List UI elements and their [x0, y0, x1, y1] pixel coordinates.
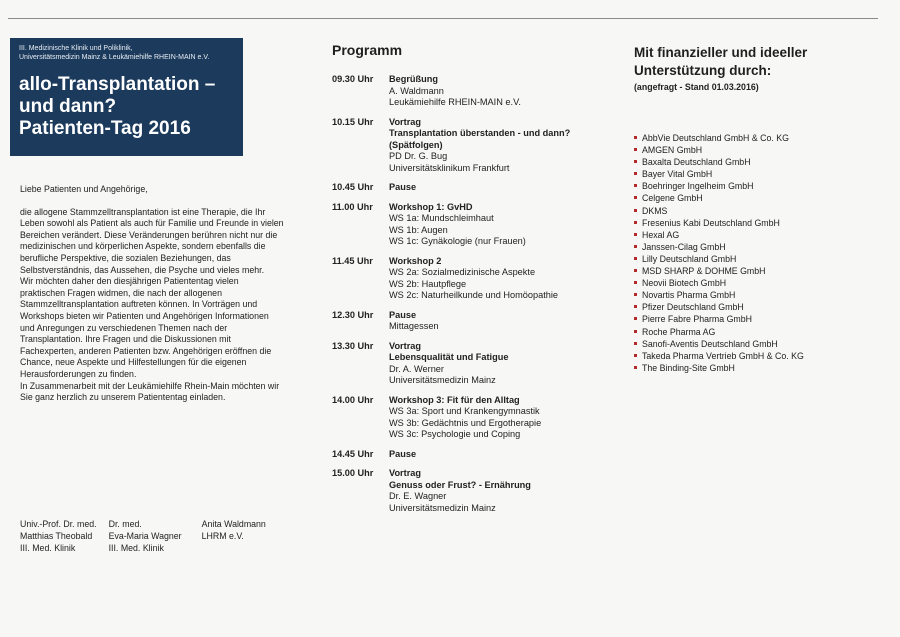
program-detail: Universitätsmedizin Mainz: [389, 375, 496, 385]
program-title: Workshop 2: [389, 255, 442, 266]
signatures: [20, 518, 266, 554]
program-item: [332, 182, 572, 194]
program-item: [332, 449, 572, 461]
sponsor-name: Novartis Pharma GmbH: [642, 290, 736, 301]
sponsor-name: Fresenius Kabi Deutschland GmbH: [642, 217, 780, 228]
sponsor-list: [634, 132, 884, 374]
program-detail: A. Waldmann: [389, 85, 444, 96]
program-time: 10.15 Uhr: [332, 116, 374, 127]
program-description: [389, 202, 526, 248]
sponsor-item: [634, 350, 884, 362]
signature-theobald: [20, 518, 97, 554]
signature-line: LHRM e.V.: [201, 531, 244, 541]
program-subtitle: Lebensqualität und Fatigue: [389, 352, 509, 362]
sponsor-item: [634, 217, 884, 229]
program-detail: PD Dr. G. Bug: [389, 151, 448, 161]
program-description: [389, 468, 531, 514]
sponsor-name: Pfizer Deutschland GmbH: [642, 302, 744, 313]
sponsor-item: [634, 229, 884, 241]
support-heading: [634, 44, 884, 80]
program-time: 13.30 Uhr: [332, 340, 374, 351]
program-detail: Universitätsklinikum Frankfurt: [389, 162, 510, 173]
org-line-1: III. Medizinische Klinik und Poliklinik,: [19, 45, 133, 52]
square-bullet-icon: [634, 221, 637, 224]
program-detail: WS 1a: Mundschleimhaut: [389, 213, 494, 223]
sponsor-item: [634, 301, 884, 313]
square-bullet-icon: [634, 366, 637, 369]
square-bullet-icon: [634, 342, 637, 345]
program-title: Pause: [389, 182, 417, 192]
program-description: [389, 117, 572, 175]
sponsor-item: [634, 313, 884, 325]
sponsor-item: [634, 289, 884, 301]
sponsor-item: [634, 277, 884, 289]
sponsor-item: [634, 192, 884, 204]
sponsor-item: [634, 241, 884, 253]
support-heading-line-2: Unterstützung durch:: [634, 63, 772, 78]
signature-line: III. Med. Klinik: [20, 543, 76, 553]
letter-paragraph-2: Wir möchten daher den diesjährigen Patiententag vielen praktischen Fragen widmen, die nach der allogenen Stammzelltransplantation auftreten können. In Vorträgen und Workshops bieten wir Patienten und Angehörigen Informationen und Anregungen zu verschiedenen Themen nach der Transplantation. Ihre Fragen und die Diskussionen mit Fachexperten, anderen Patienten bzw. Angehörigen eröffnen die Chance, neue Aspekte und Hilfestellungen für die eigenen Herausforderungen zu finden.: [20, 276, 272, 379]
program-time: 11.00 Uhr: [332, 201, 373, 212]
sponsor-name: Baxalta Deutschland GmbH: [642, 157, 751, 168]
sponsor-name: Celgene GmbH: [642, 193, 703, 204]
signature-line: Dr. med.: [108, 519, 142, 529]
sponsor-name: The Binding-Site GmbH: [642, 362, 735, 373]
program-time: 09.30 Uhr: [332, 74, 374, 84]
sponsor-item: [634, 265, 884, 277]
program-detail: WS 3a: Sport und Krankengymnastik: [389, 406, 540, 416]
square-bullet-icon: [634, 354, 637, 357]
program-detail: Dr. A. Werner: [389, 363, 444, 374]
program-time: 15.00 Uhr: [332, 468, 374, 478]
program-title: Vortrag: [389, 468, 421, 478]
program-detail: WS 1b: Augen: [389, 224, 448, 235]
square-bullet-icon: [634, 330, 637, 333]
program-item: [332, 256, 572, 302]
organization-text: [19, 44, 234, 62]
sponsor-name: Takeda Pharma Vertrieb GmbH & Co. KG: [642, 350, 804, 361]
program-detail: Dr. E. Wagner: [389, 491, 447, 501]
program-description: [389, 395, 541, 441]
sponsor-name: Lilly Deutschland GmbH: [642, 253, 737, 264]
program-title: Begrüßung: [389, 74, 438, 84]
sponsor-name: Janssen-Cilag GmbH: [642, 241, 726, 252]
program-detail: WS 3b: Gedächtnis und Ergotherapie: [389, 417, 542, 428]
square-bullet-icon: [634, 305, 637, 308]
program-detail: Leukämiehilfe RHEIN-MAIN e.V.: [389, 97, 521, 107]
support-heading-line-1: Mit finanzieller und ideeller: [634, 45, 808, 60]
program-item: [332, 395, 572, 441]
square-bullet-icon: [634, 196, 637, 199]
signature-line: Matthias Theobald: [20, 531, 93, 541]
top-divider: [8, 18, 878, 19]
signature-line: Anita Waldmann: [201, 519, 266, 529]
square-bullet-icon: [634, 257, 637, 260]
sponsor-item: [634, 156, 884, 168]
program-title: Workshop 3: Fit für den Alltag: [389, 394, 520, 405]
signature-wagner: [109, 518, 182, 554]
program-description: [389, 182, 416, 194]
sponsor-name: Roche Pharma AG: [642, 326, 716, 337]
program-item: [332, 202, 572, 248]
program-time: 12.30 Uhr: [332, 309, 374, 320]
square-bullet-icon: [634, 184, 637, 187]
sponsor-item: [634, 180, 884, 192]
program-detail: Universitätsmedizin Mainz: [389, 502, 496, 513]
program-title: Pause: [389, 448, 417, 459]
sponsor-name: Neovii Biotech GmbH: [642, 278, 727, 289]
sponsor-item: [634, 144, 884, 156]
program-description: [389, 449, 416, 461]
program-title: Vortrag: [389, 116, 421, 127]
sponsor-name: Hexal AG: [642, 229, 680, 240]
left-column: [10, 38, 300, 415]
title-line-2: und dann?: [19, 96, 117, 117]
program-item: [332, 117, 572, 175]
sponsor-item: [634, 168, 884, 180]
letter-paragraph-1: die allogene Stammzelltransplantation ist eine Therapie, die Ihr Leben sowohl als Patient als auch für Familie und Freunde in vielen Bereichen verändert. Diese Veränderungen berühren nicht nur die medizinischen und körperlichen Aspekte, sondern ebenfalls die berufliche Perspektive, die sozialen Beziehungen, das Selbstverständnis, das Aussehen, die Psyche und vieles mehr.: [20, 206, 284, 275]
square-bullet-icon: [634, 148, 637, 151]
program-description: [389, 74, 521, 109]
square-bullet-icon: [634, 160, 637, 163]
sponsor-name: AMGEN GmbH: [642, 145, 703, 156]
square-bullet-icon: [634, 209, 637, 212]
sponsor-item: [634, 326, 884, 338]
square-bullet-icon: [634, 233, 637, 236]
sponsor-item: [634, 253, 884, 265]
program-item: [332, 341, 572, 387]
program-subtitle: Transplantation überstanden - und dann? (Spätfolgen): [389, 128, 571, 150]
sponsor-item: [634, 338, 884, 350]
sponsor-name: Boehringer Ingelheim GmbH: [642, 181, 754, 192]
title-line-1: allo-Transplantation –: [19, 74, 216, 95]
program-item: [332, 468, 572, 514]
program-item: [332, 310, 572, 333]
sponsor-item: [634, 362, 884, 374]
square-bullet-icon: [634, 172, 637, 175]
welcome-letter: [10, 184, 285, 404]
square-bullet-icon: [634, 245, 637, 248]
sponsor-name: MSD SHARP & DOHME GmbH: [642, 266, 766, 277]
sponsor-name: AbbVie Deutschland GmbH & Co. KG: [642, 133, 790, 143]
program-detail: WS 2a: Sozialmedizinische Aspekte: [389, 267, 536, 277]
square-bullet-icon: [634, 281, 637, 284]
program-detail: WS 3c: Psychologie und Coping: [389, 429, 521, 439]
support-column: [634, 44, 884, 374]
program-detail: Mittagessen: [389, 321, 439, 331]
header-box: [10, 38, 243, 156]
program-time: 14.45 Uhr: [332, 448, 374, 459]
letter-greeting: Liebe Patienten und Angehörige,: [20, 184, 148, 194]
program-list: [332, 74, 572, 514]
program-column: [332, 42, 572, 522]
sponsor-name: Pierre Fabre Pharma GmbH: [642, 314, 752, 325]
square-bullet-icon: [634, 269, 637, 272]
program-subtitle: Genuss oder Frust? - Ernährung: [389, 479, 531, 490]
program-time: 14.00 Uhr: [332, 394, 374, 405]
square-bullet-icon: [634, 293, 637, 296]
title-line-3: Patienten-Tag 2016: [19, 118, 191, 139]
program-title: Workshop 1: GvHD: [389, 201, 473, 212]
signature-line: III. Med. Klinik: [108, 543, 164, 553]
program-time: 10.45 Uhr: [332, 182, 374, 192]
program-description: [389, 341, 508, 387]
square-bullet-icon: [634, 136, 637, 139]
square-bullet-icon: [634, 317, 637, 320]
program-item: [332, 74, 572, 109]
signature-line: Eva-Maria Wagner: [108, 531, 182, 541]
sponsor-name: Sanofi-Aventis Deutschland GmbH: [642, 338, 778, 349]
sponsor-item: [634, 132, 884, 144]
program-detail: WS 2b: Hautpflege: [389, 278, 467, 289]
org-line-2: Universitätsmedizin Mainz & Leukämiehilfe RHEIN-MAIN e.V.: [19, 54, 210, 61]
support-note: (angefragt - Stand 01.03.2016): [634, 82, 759, 92]
sponsor-name: DKMS: [642, 205, 668, 216]
sponsor-item: [634, 205, 884, 217]
signature-line: Univ.-Prof. Dr. med.: [20, 519, 97, 529]
program-description: [389, 310, 439, 333]
event-title: [19, 74, 234, 140]
program-heading: Programm: [332, 42, 403, 58]
signature-waldmann: [202, 518, 266, 554]
sponsor-name: Bayer Vital GmbH: [642, 169, 713, 180]
program-detail: WS 2c: Naturheilkunde und Homöopathie: [389, 290, 559, 300]
program-title: Vortrag: [389, 340, 421, 351]
program-detail: WS 1c: Gynäkologie (nur Frauen): [389, 236, 526, 246]
program-description: [389, 256, 558, 302]
program-time: 11.45 Uhr: [332, 255, 373, 266]
program-title: Pause: [389, 309, 417, 320]
letter-paragraph-3: In Zusammenarbeit mit der Leukämiehilfe Rhein-Main möchten wir Sie ganz herzlich zu unserem Patiententag einladen.: [20, 380, 280, 403]
